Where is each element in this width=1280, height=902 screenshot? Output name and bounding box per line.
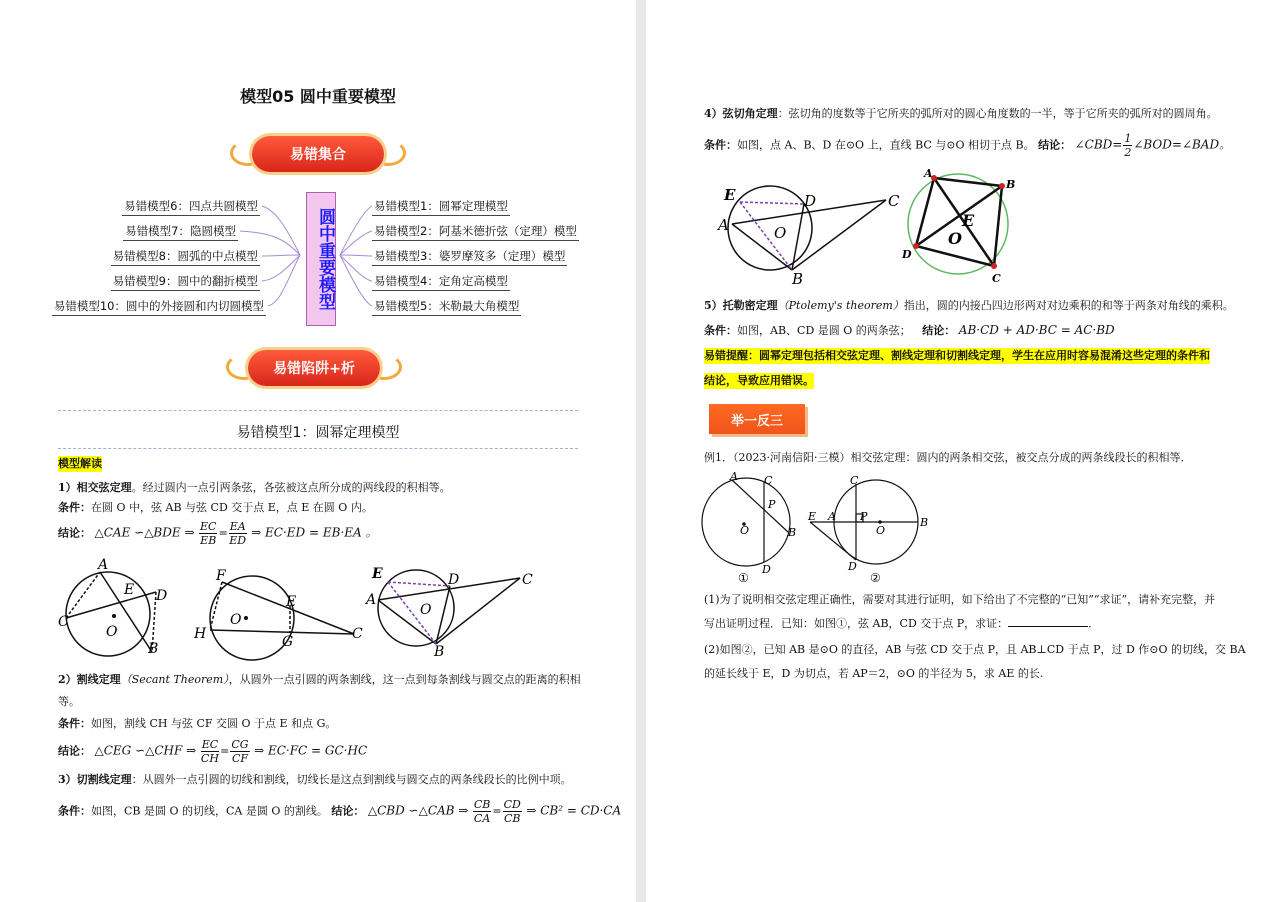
svg-text:B: B xyxy=(920,516,929,529)
conclusion-2: 结论： △CEG ∽△CHF ⇒ $\frac{EC}{CH}$ = $\frac{CG}{CF}$ ⇒ EC·FC = GC·HC xyxy=(58,738,368,765)
banner-errors-traps xyxy=(226,346,402,390)
svg-text:O: O xyxy=(230,612,242,628)
svg-text:①: ① xyxy=(738,571,749,585)
figure-intersecting-chords xyxy=(66,572,159,657)
mindmap-item-model10: 易错模型10：圆中的外接圆和内切圆模型 xyxy=(52,298,266,316)
svg-text:E: E xyxy=(962,211,975,230)
svg-text:A: A xyxy=(924,167,933,180)
svg-text:C: C xyxy=(888,192,900,210)
svg-text:E: E xyxy=(724,186,736,204)
svg-text:B: B xyxy=(434,644,445,660)
mindmap-item-model3: 易错模型3：婆罗摩笈多（定理）模型 xyxy=(372,248,567,266)
mindmap-item-model9: 易错模型9：圆中的翻折模型 xyxy=(111,273,260,291)
banner-errors-collection xyxy=(230,132,406,176)
svg-text:E: E xyxy=(372,566,383,582)
mindmap-center: 圆中重要模型 xyxy=(306,192,336,326)
conclusion-1: 结论： △CAE ∽△BDE ⇒ $\frac{EC}{EB}$ = $\frac{EA}{ED}$ ⇒ EC·ED = EB·EA 。 xyxy=(58,520,378,547)
svg-text:E: E xyxy=(808,510,817,523)
condition-2: 条件：如图，割线 CH 与弦 CF 交圆 O 于点 E 和点 G。 xyxy=(58,717,337,730)
svg-text:D: D xyxy=(448,572,460,588)
figures-example xyxy=(700,470,950,586)
divider-bottom xyxy=(58,448,578,449)
mindmap-item-model4: 易错模型4：定角定高模型 xyxy=(372,273,510,291)
svg-text:E: E xyxy=(286,594,297,610)
svg-text:A: A xyxy=(366,592,377,608)
svg-text:A: A xyxy=(828,510,836,523)
svg-text:A: A xyxy=(718,216,729,234)
svg-text:O: O xyxy=(740,524,750,537)
mindmap-item-model2: 易错模型2：阿基米德折弦（定理）模型 xyxy=(372,223,579,241)
svg-text:C: C xyxy=(522,572,533,588)
svg-text:C: C xyxy=(58,614,69,630)
svg-text:C: C xyxy=(764,474,773,487)
svg-text:A: A xyxy=(730,470,738,483)
question-2-line2: 的延长线于 E，D 为切点，若 AP＝2，⊙O 的半径为 5，求 AE 的长. xyxy=(704,667,1044,680)
svg-text:B: B xyxy=(792,270,804,288)
figures-power-of-point xyxy=(56,556,556,660)
condition-5: 条件：如图，AB、CD 是圆 O 的两条弦； 结论： AB·CD + AD·BC = AC·BD xyxy=(704,323,1115,337)
svg-text:A: A xyxy=(98,557,109,573)
section-title: 易错模型1：圆幂定理模型 xyxy=(236,425,400,441)
figure-example-1 xyxy=(702,478,790,566)
mindmap-item-model5: 易错模型5：米勒最大角模型 xyxy=(372,298,521,316)
svg-text:D: D xyxy=(902,248,912,261)
question-2-line1: (2)如图②，已知 AB 是⊙O 的直径，AB 与弦 CD 交于点 P，且 AB⊥CD 于点 P，过 D 作⊙O 的切线，交 BA xyxy=(704,643,1246,656)
svg-text:C: C xyxy=(850,474,859,487)
mindmap-item-model1: 易错模型1：圆幂定理模型 xyxy=(372,198,510,216)
svg-text:C: C xyxy=(992,272,1001,285)
svg-text:B: B xyxy=(148,641,159,657)
svg-text:②: ② xyxy=(870,571,881,585)
error-reminder-line1: 易错提醒：圆幂定理包括相交弦定理、割线定理和切割线定理，学生在应用时容易混淆这些定理的条件和 xyxy=(704,349,1210,362)
svg-text:P: P xyxy=(768,498,776,511)
document-page-left xyxy=(0,0,636,902)
mindmap-item-model6: 易错模型6：四点共圆模型 xyxy=(122,198,260,216)
error-reminder-line2: 结论，导致应用错误。 xyxy=(704,374,814,387)
svg-text:B: B xyxy=(788,526,797,539)
svg-text:F: F xyxy=(216,568,226,584)
document-page-right xyxy=(646,0,1280,902)
svg-text:O: O xyxy=(774,224,787,242)
svg-text:D: D xyxy=(762,563,771,576)
condition-1: 条件：在圆 O 中，弦 AB 与弦 CD 交于点 E，点 E 在圆 O 内。 xyxy=(58,501,373,514)
question-1-line2: 写出证明过程．已知：如图①，弦 AB，CD 交于点 P，求证： ． xyxy=(704,617,1100,630)
banner-label: 易错陷阱+析 xyxy=(248,350,380,386)
svg-text:O: O xyxy=(106,624,118,640)
ptolemy-theorem: 5）托勒密定理（Ptolemy's theorem）指出，圆的内接凸四边形两对对边乘积的和等于两条对角线的乘积。 xyxy=(704,299,1234,312)
example-1: 例1．（2023·河南信阳·三模）相交弦定理：圆内的两条相交弦，被交点分成的两条线段长的积相等． xyxy=(704,451,1192,464)
svg-text:D: D xyxy=(156,588,168,604)
divider-top xyxy=(58,410,578,411)
mindmap-item-model8: 易错模型8：圆弧的中点模型 xyxy=(111,248,260,266)
svg-text:C: C xyxy=(352,626,363,642)
condition-3: 条件：如图，CB 是圆 O 的切线，CA 是圆 O 的割线。 结论： △CBD ∽△CAB ⇒ $\frac{CB}{CA}$ = $\frac{CD}{CB}$ ⇒ CB² = CD·CA xyxy=(58,798,622,825)
question-1-line1: (1)为了说明相交弦定理正确性，需要对其进行证明，如下给出了不完整的“已知”“求证”，请补充完整，并 xyxy=(704,593,1216,606)
page-title: 模型05 圆中重要模型 xyxy=(240,87,396,106)
intersecting-chords-theorem: 1）相交弦定理。经过圆内一点引两条弦，各弦被这点所分成的两线段的积相等。 xyxy=(58,481,451,494)
svg-text:O: O xyxy=(420,602,432,618)
condition-4: 条件：如图，点 A、B、D 在⊙O 上，直线 BC 与⊙O 相切于点 B。 结论： ∠CBD= $\frac{1}{2}$ ∠BOD=∠BAD。 xyxy=(704,132,1232,159)
answer-blank[interactable] xyxy=(1008,616,1088,627)
svg-text:G: G xyxy=(282,634,294,650)
svg-text:H: H xyxy=(194,626,207,642)
model-interpretation-label: 模型解读 xyxy=(58,457,102,470)
tangent-secant-theorem: 3）切割线定理：从圆外一点引圆的切线和割线，切线长是这点到割线与圆交点的两条线段长的比例中项。 xyxy=(58,773,572,786)
svg-text:E: E xyxy=(124,582,135,598)
svg-text:O: O xyxy=(876,524,886,537)
svg-text:P: P xyxy=(860,510,868,523)
secant-theorem-cont: 等。 xyxy=(58,695,80,708)
svg-text:B: B xyxy=(1006,178,1016,191)
svg-text:O: O xyxy=(948,229,962,248)
mindmap-item-model7: 易错模型7：隐圆模型 xyxy=(123,223,238,241)
svg-text:D: D xyxy=(848,560,857,573)
tangent-chord-angle-theorem: 4）弦切角定理：弦切角的度数等于它所夹的弧所对的圆心角度数的一半，等于它所夹的弧所对的圆周角。 xyxy=(704,107,1218,120)
banner-label: 易错集合 xyxy=(252,136,384,172)
secant-theorem: 2）割线定理（Secant Theorem），从圆外一点引圆的两条割线，这一点到每条割线与圆交点的距离的积相 xyxy=(58,673,581,686)
figure-ptolemy xyxy=(902,166,1016,285)
badge-practice: 举一反三 xyxy=(709,404,805,434)
svg-text:D: D xyxy=(804,192,817,210)
